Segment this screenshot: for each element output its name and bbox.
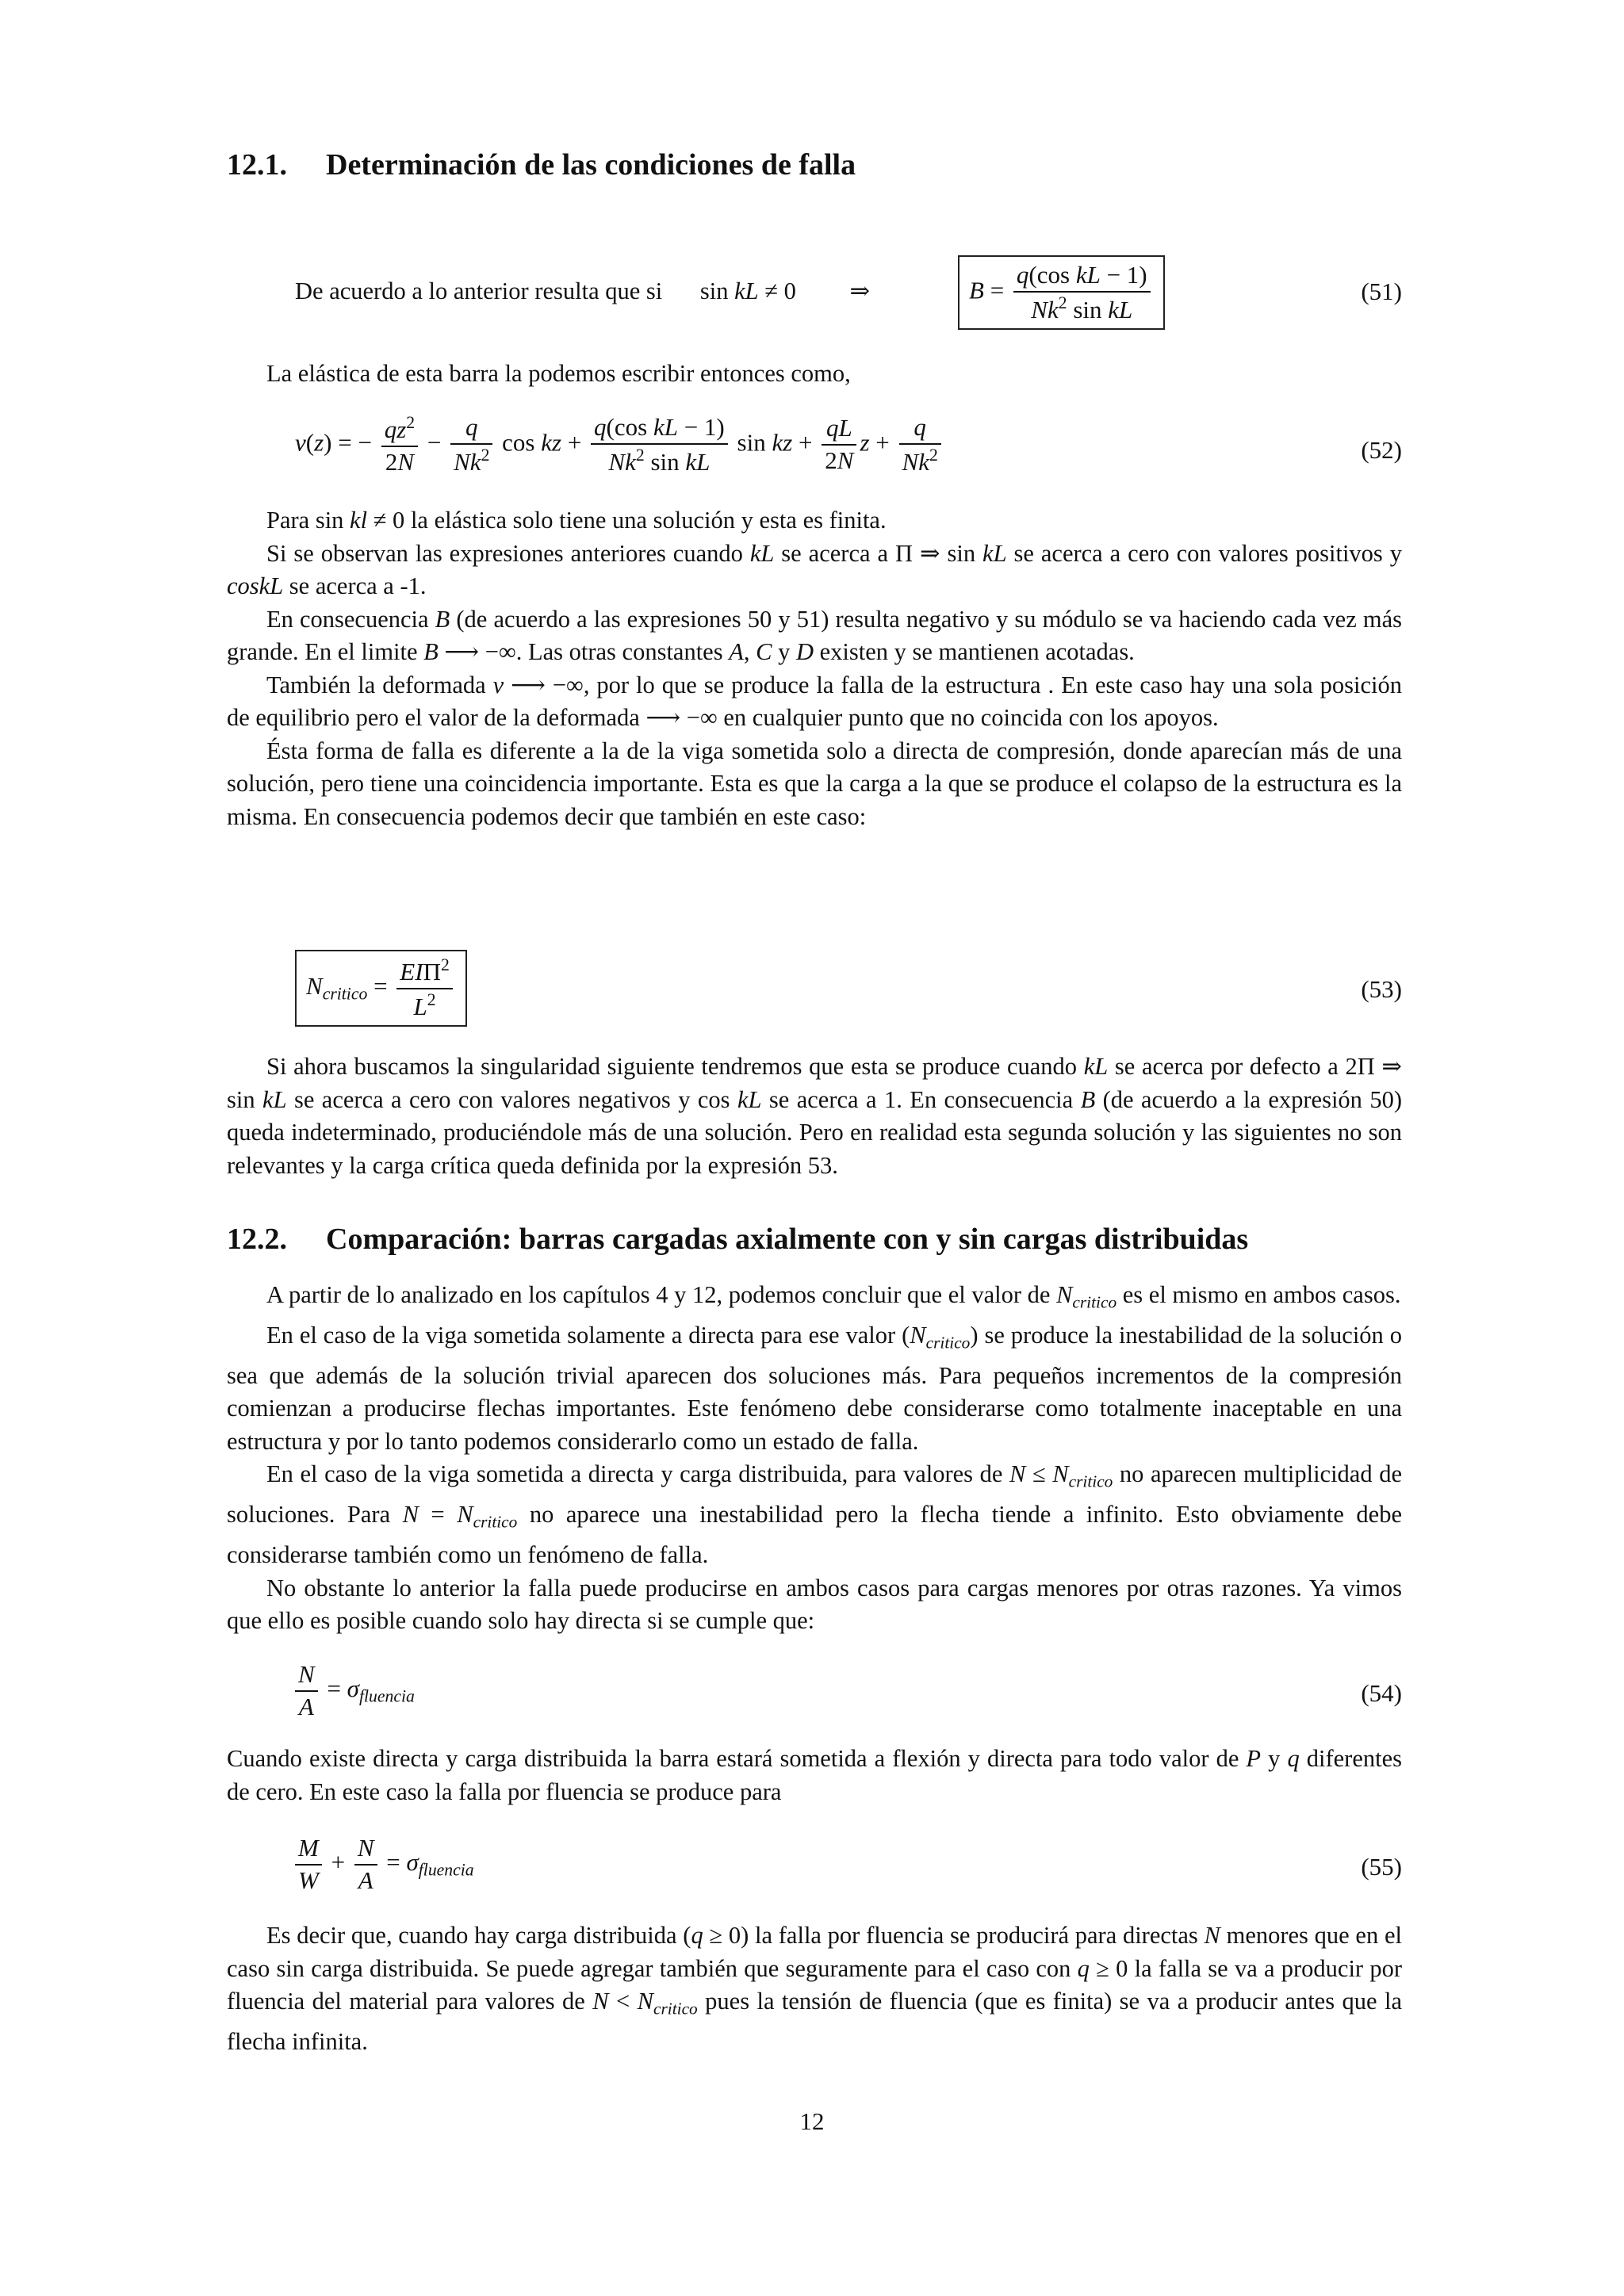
text: También la deformada <box>266 671 493 698</box>
text: se acerca a cero con valores positivos y <box>1006 539 1403 567</box>
paragraph-5-text: Es decir que, cuando hay carga distribuida (q ≥ 0) la falla por fluencia se producirá para directas N menores que en el caso sin carga distribuida. Se puede agregar también que seguramente para el caso con q ≥ 0 la falla se va a producir por fluencia del material para valores de $N < N_{critico}$ pues la tensión de fluencia (que es finita) se va a producir antes que la flecha infinita. <box>227 1922 1402 2055</box>
paragraph-block-2 <box>227 1050 1402 1182</box>
paragraph-elastica <box>227 358 1402 391</box>
text: Para <box>266 507 316 534</box>
section-title: Comparación: barras cargadas axialmente con y sin cargas distribuidas <box>326 1223 1249 1256</box>
text: la falla se va a producir por fluencia del material para valores de <box>227 1954 1402 2015</box>
equation-51-lead-text: De acuerdo a lo anterior resulta que si <box>295 277 663 304</box>
text: se acerca a -1. <box>283 572 427 599</box>
equation-55 <box>227 1833 1402 1904</box>
text: . Las otras constantes <box>515 638 730 665</box>
equation-52-number: (52) <box>1361 436 1402 464</box>
paragraph-elastica-text: La elástica de esta barra la podemos escribir entonces como, <box>266 360 851 387</box>
paragraph-3-line-1: A partir de lo analizado en los capítulos 4 y 12, podemos concluir que el valor de $N_{critico}$ es el mismo en ambos casos. <box>266 1281 1401 1312</box>
section-heading-12-2 <box>227 1222 1248 1257</box>
equation-53 <box>227 950 1402 1029</box>
paragraph-1-line-4: También la deformada ν ⟶ −∞, por lo que se produce la falla de la estructura . En este caso hay una sola posición de equilibrio pero el valor de la deformada ⟶ −∞ en cualquier punto que no coincida con los apoyos. <box>227 671 1403 731</box>
equation-51-lead: De acuerdo a lo anterior resulta que si sin kL ≠ 0 ⇒ <box>295 277 871 304</box>
text: ) la falla por fluencia se producirá para directas <box>741 1922 1205 1949</box>
section-title: Determinación de las condiciones de falla <box>326 148 856 182</box>
text: no aparece una inestabilidad pero la flecha tiende a infinito. Esto obviamente debe considerarse también como un fenómeno de falla. <box>227 1501 1402 1569</box>
equation-55-number: (55) <box>1361 1853 1402 1881</box>
paragraph-3-line-4: No obstante lo anterior la falla puede producirse en ambos casos para cargas menores por otras razones. Ya vimos que ello es posible cuando solo hay directa si se cumple que: <box>227 1574 1402 1635</box>
text: En el caso de la viga sometida solamente a directa para ese valor ( <box>266 1321 910 1349</box>
text: Si se observan las expresiones anteriores cuando <box>266 539 750 567</box>
text: se acerca a cero con valores negativos y <box>286 1085 698 1113</box>
text: la elástica solo tiene una solución y esta es finita. <box>404 507 887 534</box>
text: y <box>1261 1745 1288 1772</box>
text: en cualquier punto que no coincida con los apoyos. <box>717 704 1219 731</box>
paragraph-block-5 <box>227 1919 1402 2058</box>
text: es el mismo en ambos casos. <box>1116 1281 1401 1308</box>
paragraph-1-line-1: Para sin kl ≠ 0 la elástica solo tiene una solución y esta es finita. <box>266 507 887 534</box>
paragraph-block-3 <box>227 1279 1402 1638</box>
text: ) se produce la inestabilidad de la solución o sea que además de la solución trivial aparecen dos soluciones más. Para pequeños incrementos de la compresión comienzan a producirse flechas importantes. Este fenómeno debe considerarse como totalmente inaceptable en una estructura y por lo tanto podemos considerarlo como un estado de falla. <box>227 1321 1403 1455</box>
paragraph-4-text: Cuando existe directa y carga distribuida la barra estará sometida a flexión y directa para todo valor de P y q diferentes de cero. En este caso la falla por fluencia se produce para <box>227 1745 1402 1805</box>
text: diferentes de cero. En este caso la falla por fluencia se produce para <box>227 1745 1402 1805</box>
text: En consecuencia <box>266 605 435 633</box>
paragraph-3-line-2: En el caso de la viga sometida solamente a directa para ese valor $(N_{critico})$ se produce la inestabilidad de la solución o sea que además de la solución trivial aparecen dos soluciones más. Para pequeños incrementos de la compresión comienzan a producirse flechas importantes. Este fenómeno debe considerarse como totalmente inaceptable en una estructura y por lo tanto podemos considerarlo como un estado de falla. <box>227 1321 1403 1455</box>
text: En el caso de la viga sometida a directa y carga distribuida, para valores de <box>266 1460 1010 1488</box>
equation-51-number: (51) <box>1361 277 1402 305</box>
text: , por lo que se produce la falla de la estructura . En este caso hay una sola posición de equilibrio pero el valor de la deformada <box>227 671 1403 731</box>
paragraph-3-line-3: En el caso de la viga sometida a directa y carga distribuida, para valores de $N \le N_{critico}$ no aparecen multiplicidad de soluciones. Para $N = N_{critico}$ no aparece una inestabilidad pero la flecha tiende a infinito. Esto obviamente debe considerarse también como un fenómeno de falla. <box>227 1460 1402 1569</box>
text: se acerca a Π ⇒ <box>774 539 948 567</box>
equation-53-number: (53) <box>1361 975 1402 1003</box>
text: no aparecen multiplicidad de soluciones. Para <box>227 1460 1402 1529</box>
equation-55-body: $\frac{M}{W}$ + $\frac{N}{A}$ = $\sigma_{fluencia}$ <box>295 1833 474 1896</box>
equation-52-body: ν(z) = − $\frac{qz^2}{2N}$ − $\frac{q}{Nk^2}$ cos kz + $\frac{\text{q(cos kL − 1)}}{Nk^2 \sin kL}$ sin kz + $\frac{qL}{2N}$ z + $\frac{q}{Nk^2}$ <box>295 412 944 477</box>
paragraph-1-line-2: Si se observan las expresiones anteriores cuando kL se acerca a Π ⇒ sin kL se acerca a cero con valores positivos y coskL se acerca a -1. <box>227 539 1403 599</box>
paragraph-2-text: Si ahora buscamos la singularidad siguiente tendremos que esta se produce cuando kL se acerca por defecto a 2Π ⇒ sin kL se acerca a cero con valores negativos y cos kL se acerca a 1. En consecuencia B (de acuerdo a la expresión 50) queda indeterminado, produciéndole más de una solución. Pero en realidad esta segunda solución y las siguientes no son relevantes y la carga crítica queda definida por la expresión 53. <box>227 1053 1402 1179</box>
equation-51-boxed: B = $\frac{\text{q(cos kL − 1)}}{Nk^2 \sin kL}$ <box>958 255 1165 330</box>
section-number: 12.1. <box>227 148 287 182</box>
text: menores que en el caso sin carga distribuida. Se puede agregar también que seguramente para el caso con <box>227 1922 1402 1982</box>
text: A partir de lo analizado en los capítulos 4 y 12, podemos concluir que el valor de <box>266 1281 1057 1308</box>
text: (de acuerdo a la expresión 50) queda indeterminado, produciéndole más de una solución. Pero en realidad esta segunda solución y las siguientes no son relevantes y la carga crítica queda definida por la expresión 53. <box>227 1085 1402 1179</box>
page <box>227 0 1402 2296</box>
section-number: 12.2. <box>227 1223 287 1256</box>
paragraph-1-line-3: En consecuencia B (de acuerdo a las expresiones 50 y 51) resulta negativo y su módulo se va haciendo cada vez más grande. En el limite B ⟶ −∞. Las otras constantes A, C y D existen y se mantienen acotadas. <box>227 605 1402 665</box>
paragraph-1-line-5: Ésta forma de falla es diferente a la de la viga sometida solo a directa de compresión, donde aparecían más de una solución, pero tiene una coincidencia importante. Esta es que la carga a la que se produce el colapso de la estructura es la misma. En consecuencia podemos decir que también en este caso: <box>227 737 1402 830</box>
section-heading-12-1 <box>227 147 856 182</box>
text: y <box>772 638 796 665</box>
text: Es decir que, cuando hay carga distribuida ( <box>266 1922 691 1949</box>
text: existen y se mantienen acotadas. <box>813 638 1135 665</box>
equation-53-boxed: $N_{critico}$ = $\frac{EI\Pi^2}{L^2}$ <box>295 950 467 1027</box>
equation-51 <box>227 255 1402 335</box>
page-number: 12 <box>799 2107 825 2135</box>
text: pues la tensión de fluencia (que es finita) se va a producir antes que la flecha infinita. <box>227 1988 1402 2055</box>
text: se acerca a 1. En consecuencia <box>761 1085 1081 1113</box>
paragraph-block-1 <box>227 504 1402 833</box>
text: se acerca por defecto a 2Π ⇒ <box>1108 1053 1402 1080</box>
paragraph-block-4 <box>227 1743 1402 1808</box>
equation-54 <box>227 1659 1402 1731</box>
equation-52 <box>227 412 1402 492</box>
text: Si ahora buscamos la singularidad siguiente tendremos que esta se produce cuando <box>266 1053 1084 1080</box>
text: Cuando existe directa y carga distribuida la barra estará sometida a flexión y directa para todo valor de <box>227 1745 1247 1772</box>
equation-54-body: $\frac{N}{A}$ = $\sigma_{fluencia}$ <box>295 1659 415 1723</box>
text: (de acuerdo a las expresiones 50 y 51) resulta negativo y su módulo se va haciendo cada vez más grande. En el limite <box>227 605 1402 665</box>
equation-54-number: (54) <box>1361 1679 1402 1707</box>
